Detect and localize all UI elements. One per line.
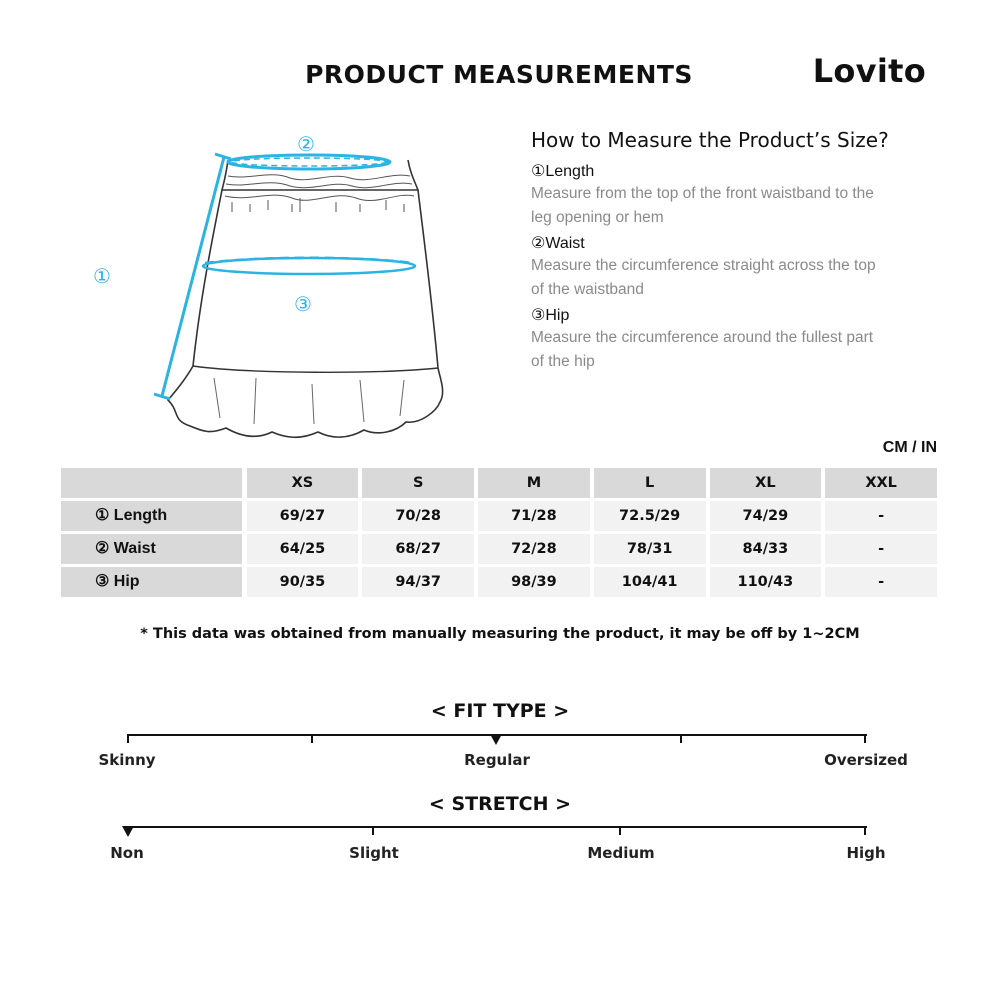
length-heading: ①Length bbox=[531, 163, 595, 180]
unit-label: CM / IN bbox=[882, 439, 937, 456]
column-s: S bbox=[362, 468, 474, 498]
measurement-note: * This data was obtained from manually measuring the product, it may be off by 1~2CM bbox=[140, 626, 860, 642]
table-cell: - bbox=[825, 501, 937, 531]
table-cell: 69/27 bbox=[247, 501, 359, 531]
table-cell: - bbox=[825, 534, 937, 564]
table-cell: 90/35 bbox=[247, 567, 359, 597]
row-label bbox=[61, 501, 242, 531]
table-cell: 104/41 bbox=[594, 567, 706, 597]
fit-type-pointer-icon bbox=[490, 734, 502, 745]
stretch-pointer-icon bbox=[122, 826, 134, 837]
table-header-blank bbox=[61, 468, 242, 498]
stretch-label-non: Non bbox=[110, 844, 144, 862]
stretch-scale-line bbox=[127, 826, 867, 828]
fit-label-oversized: Oversized bbox=[824, 751, 908, 769]
table-cell: 71/28 bbox=[478, 501, 590, 531]
table-cell: 72/28 bbox=[478, 534, 590, 564]
waist-marker: ② bbox=[297, 132, 315, 156]
hip-marker: ③ bbox=[294, 292, 312, 316]
fit-type-tick bbox=[311, 734, 313, 743]
howto-heading: How to Measure the Product’s Size? bbox=[531, 128, 889, 152]
skirt-illustration bbox=[80, 128, 450, 448]
stretch-tick bbox=[619, 826, 621, 835]
fit-type-title: < FIT TYPE > bbox=[430, 700, 570, 722]
table-cell: 110/43 bbox=[710, 567, 822, 597]
column-xxl: XXL bbox=[825, 468, 937, 498]
stretch-label-slight: Slight bbox=[349, 844, 399, 862]
how-to-measure bbox=[531, 128, 951, 374]
size-table bbox=[61, 468, 937, 600]
table-cell: 84/33 bbox=[710, 534, 822, 564]
fit-type-tick bbox=[680, 734, 682, 743]
table-cell: 94/37 bbox=[362, 567, 474, 597]
stretch-label-medium: Medium bbox=[587, 844, 655, 862]
table-row bbox=[61, 501, 937, 531]
fit-label-skinny: Skinny bbox=[98, 751, 156, 769]
row-label bbox=[61, 567, 242, 597]
stretch-label-high: High bbox=[846, 844, 886, 862]
page-title: PRODUCT MEASUREMENTS bbox=[305, 60, 693, 89]
length-marker: ① bbox=[93, 264, 111, 288]
waist-heading: ②Waist bbox=[531, 235, 585, 252]
table-row bbox=[61, 567, 937, 597]
length-desc-1: Measure from the top of the front waistband to the bbox=[531, 185, 874, 202]
row-label-text: ① Length bbox=[95, 507, 168, 524]
table-cell: 74/29 bbox=[710, 501, 822, 531]
table-cell: 70/28 bbox=[362, 501, 474, 531]
fit-type-tick bbox=[127, 734, 129, 743]
stretch-tick bbox=[864, 826, 866, 835]
row-label bbox=[61, 534, 242, 564]
row-label-text: ② Waist bbox=[95, 540, 156, 557]
hip-heading: ③Hip bbox=[531, 307, 570, 324]
waist-desc-1: Measure the circumference straight across the top bbox=[531, 257, 876, 274]
stretch-tick bbox=[372, 826, 374, 835]
fit-type-tick bbox=[864, 734, 866, 743]
stretch-title: < STRETCH > bbox=[428, 793, 572, 815]
brand-logo: Lovito bbox=[812, 52, 926, 90]
row-label-text: ③ Hip bbox=[95, 573, 140, 590]
column-m: M bbox=[478, 468, 590, 498]
table-row bbox=[61, 534, 937, 564]
fit-label-regular: Regular bbox=[464, 751, 530, 769]
column-xl: XL bbox=[710, 468, 822, 498]
table-cell: 64/25 bbox=[247, 534, 359, 564]
table-cell: 68/27 bbox=[362, 534, 474, 564]
hip-desc-2: of the hip bbox=[531, 353, 595, 370]
column-xs: XS bbox=[247, 468, 359, 498]
table-cell: - bbox=[825, 567, 937, 597]
table-cell: 78/31 bbox=[594, 534, 706, 564]
column-l: L bbox=[594, 468, 706, 498]
hip-desc-1: Measure the circumference around the fullest part bbox=[531, 329, 874, 346]
table-header-row bbox=[61, 468, 937, 498]
table-cell: 72.5/29 bbox=[594, 501, 706, 531]
table-cell: 98/39 bbox=[478, 567, 590, 597]
waist-desc-2: of the waistband bbox=[531, 281, 644, 298]
length-desc-2: leg opening or hem bbox=[531, 209, 664, 226]
